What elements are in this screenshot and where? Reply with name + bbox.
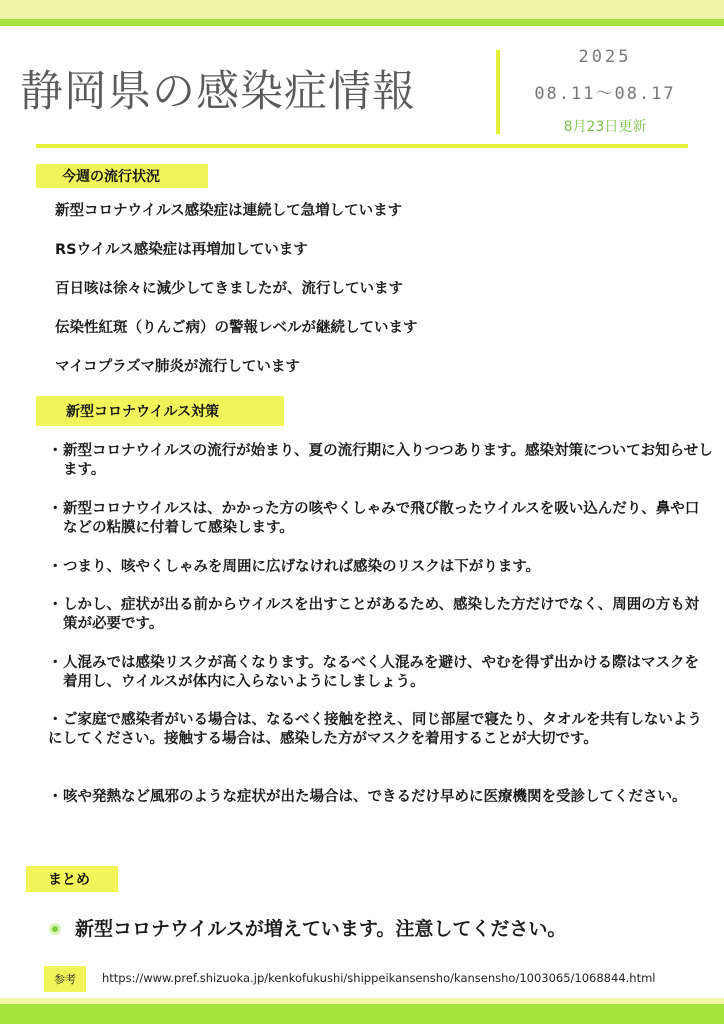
report-year: 2025: [578, 47, 632, 67]
summary-text: 新型コロナウイルスが増えています。注意してください。: [75, 918, 567, 940]
measure-bullet: ・ 新型コロナウイルスの流行が始まり、夏の流行期に入りつつあります。感染対策についてお知らせします。: [48, 443, 713, 478]
status-item: マイコプラズマ肺炎が流行しています: [55, 359, 300, 375]
bottom-decor-band: [0, 998, 724, 1024]
measure-bullet: ・ 咳や発熱など風邪のような症状が出た場合は、できるだけ早めに医療機関を受診してください。: [48, 789, 687, 805]
status-item: RSウイルス感染症は再増加しています: [55, 242, 308, 258]
reference-url[interactable]: https://www.pref.shizuoka.jp/kenkofukushi/shippeikansensho/kansensho/1003065/1068844.html: [102, 971, 656, 985]
bullet-circle-icon: [49, 923, 61, 935]
measure-bullet: ・ 人混みでは感染リスクが高くなります。なるべく人混みを避け、やむを得ず出かける際はマスクを着用し、ウイルスが体内に入らないようにしましょう。: [48, 655, 699, 690]
measures-section-label: 新型コロナウイルス対策: [36, 396, 284, 426]
header-underline: [36, 144, 688, 148]
measure-bullet: ・ つまり、咳やくしゃみを周囲に広げなければ感染のリスクは下がります。: [48, 559, 541, 575]
status-item: 百日咳は徐々に減少してきましたが、流行しています: [55, 281, 403, 297]
measure-bullet: ・ しかし、症状が出る前からウイルスを出すことがあるため、感染した方だけでなく、周囲の方も対策が必要です。: [48, 597, 700, 632]
status-item: 伝染性紅斑（りんご病）の警報レベルが継続しています: [55, 320, 418, 336]
measure-bullet: ・ ご家庭で感染者がいる場合は、なるべく接触を控え、同じ部屋で寝たり、タオルを共有しないようにしてください。接触する場合は、感染した方がマスクを着用することが大切です。: [48, 712, 702, 747]
report-period: 08.11〜08.17: [534, 84, 676, 104]
reference-label: 参考: [44, 966, 86, 992]
status-item: 新型コロナウイルス感染症は連続して急増しています: [55, 203, 403, 219]
updated-date: 8月23日更新: [563, 119, 647, 135]
summary-section-label: まとめ: [26, 866, 118, 892]
measure-bullet: ・ 新型コロナウイルスは、かかった方の咳やくしゃみで飛び散ったウイルスを吸い込んだり、鼻や口などの粘膜に付着して感染します。: [48, 501, 700, 536]
top-decor-band: [0, 0, 724, 26]
page-title: 静岡県の感染症情報: [20, 67, 416, 117]
status-section-label: 今週の流行状況: [36, 164, 208, 188]
